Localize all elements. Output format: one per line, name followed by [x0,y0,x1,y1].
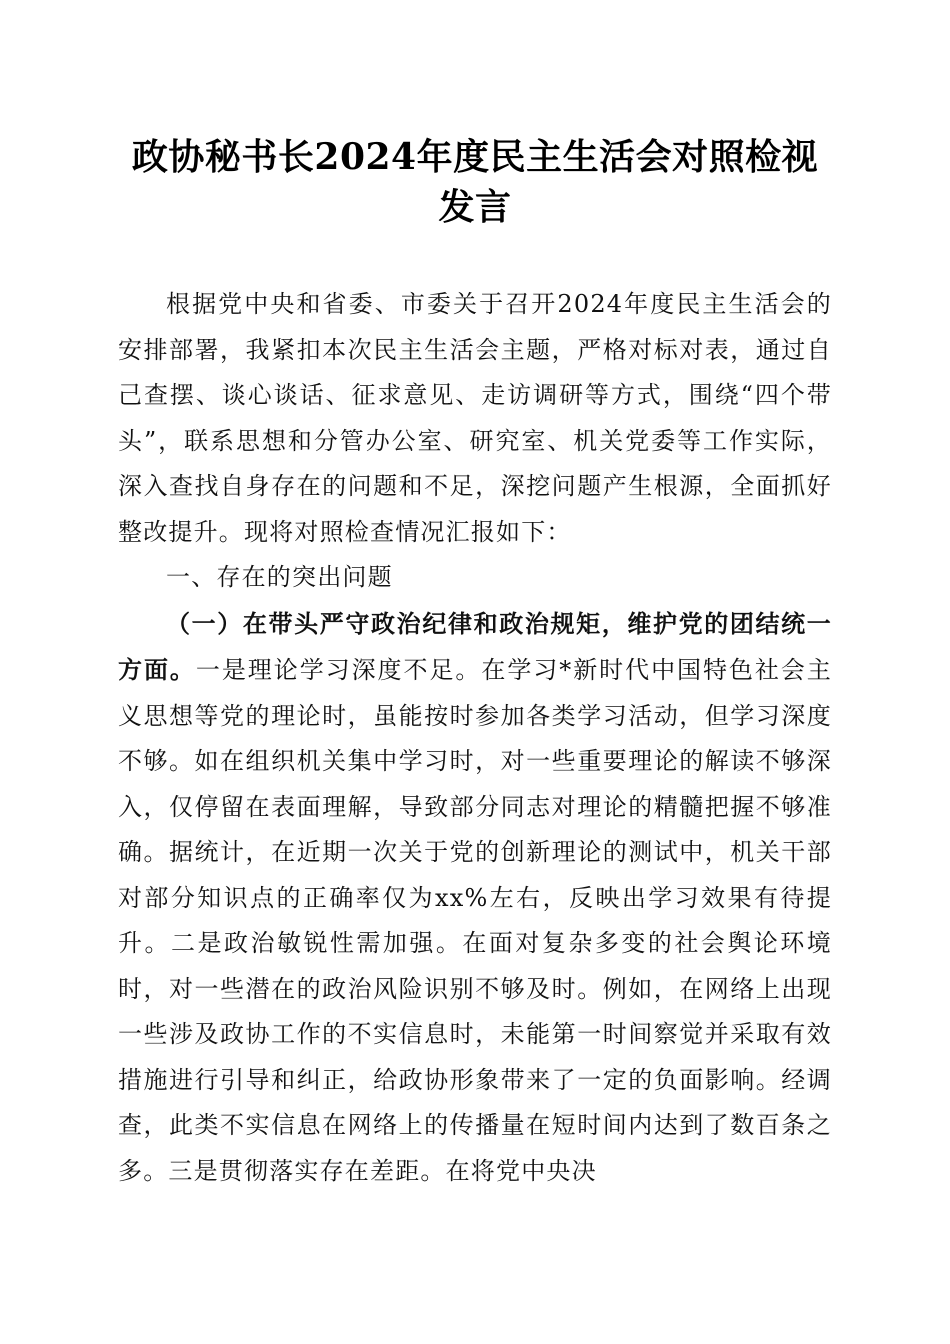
subsection-paragraph [118,601,832,1195]
section-heading: 一、存在的突出问题 [166,563,393,591]
subsection-heading: （一）在带头严守政治纪律和政治规矩，维护党的团结统一方面。 [118,608,832,684]
document-body [118,282,832,1194]
document-title: 政协秘书长2024年度民主生活会对照检视发言 [131,136,819,228]
subsection-text: 一是理论学习深度不足。在学习*新时代中国特色社会主义思想等党的理论时，虽能按时参加各类学习活动，但学习深度不够。如在组织机关集中学习时，对一些重要理论的解读不够深入，仅停留在表面理解，导致部分同志对理论的精髓把握不够准确。据统计，在近期一次关于党的创新理论的测试中，机关干部对部分知识点的正确率仅为xx%左右，反映出学习效果有待提升。二是政治敏锐性需加强。在面对复杂多变的社会舆论环境时，对一些潜在的政治风险识别不够及时。例如，在网络上出现一些涉及政协工作的不实信息时，未能第一时间察觉并采取有效措施进行引导和纠正，给政协形象带来了一定的负面影响。经调查，此类不实信息在网络上的传播量在短时间内达到了数百条之多。三是贯彻落实存在差距。在将党中央决 [118,656,832,1185]
intro-paragraph: 根据党中央和省委、市委关于召开2024年度民主生活会的安排部署，我紧扣本次民主生活会主题，严格对标对表，通过自己查摆、谈心谈话、征求意见、走访调研等方式，围绕“四个带头”，联系思想和分管办公室、研究室、机关党委等工作实际，深入查找自身存在的问题和不足，深挖问题产生根源，全面抓好整改提升。现将对照检查情况汇报如下： [118,290,832,546]
